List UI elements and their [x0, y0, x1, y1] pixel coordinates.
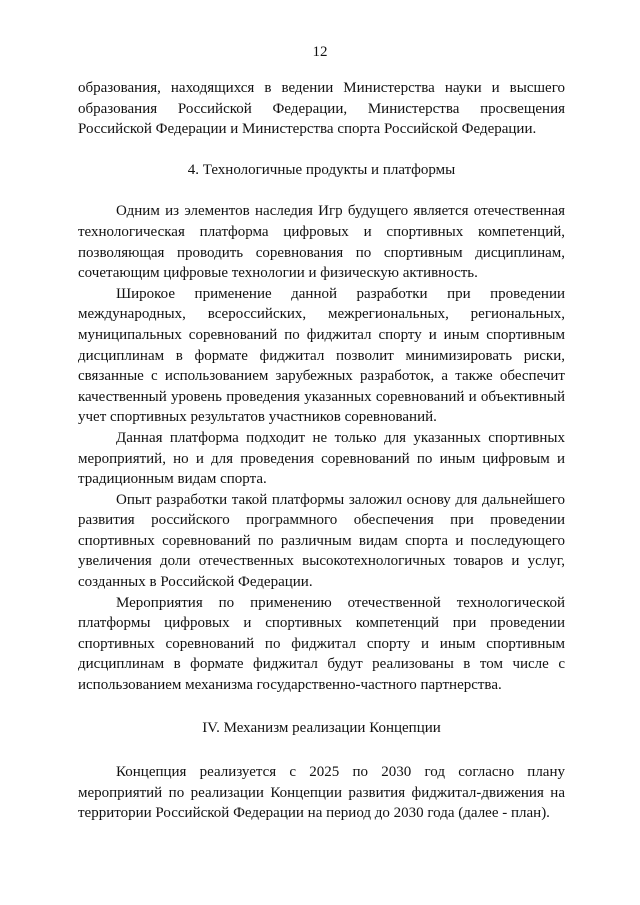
- section-4-paragraph-3: Данная платформа подходит не только для указанных спортивных мероприятий, но и для проведения соревнований по иным цифровым и традиционным видам спорта.: [78, 429, 565, 488]
- page-number: 12: [312, 44, 328, 60]
- section-4-heading: 4. Технологичные продукты и платформы: [187, 161, 456, 178]
- section-4-paragraph-1: Одним из элементов наследия Игр будущего является отечественная технологическая платформа цифровых и спортивных компетенций, позволяющая проводить соревнования по спортивным дисциплинам, сочетающим цифровые технологии и физическую активность.: [78, 203, 565, 282]
- section-4-paragraph-4: Опыт разработки такой платформы заложил основу для дальнейшего развития российского программного обеспечения при проведении спортивных соревнований по различным видам спорта и последующего увеличения доли отечественных высокотехнологичных товаров и услуг, созданных в Российской Федерации.: [78, 491, 565, 591]
- section-iv-paragraph-1: Концепция реализуется с 2025 по 2030 год согласно плану мероприятий по реализации Концепции развития фиджитал-движения на территории Российской Федерации на период до 2030 года (далее - план).: [78, 764, 565, 822]
- section-4-paragraph-2: Широкое применение данной разработки при проведении международных, всероссийских, межрегиональных, региональных, муниципальных соревнований по фиджитал спорту и иным спортивным дисциплинам в формате фиджитал позволит минимизировать риски, связанные с использованием зарубежных разработок, а также обеспечит качественный уровень проведения указанных соревнований и объективный учет спортивных результатов участников соревнований.: [78, 285, 565, 426]
- section-iv-heading: IV. Механизм реализации Концепции: [202, 719, 441, 736]
- section-4-paragraph-5: Мероприятия по применению отечественной технологической платформы цифровых и спортивных компетенций при проведении спортивных соревнований по фиджитал спорту и иным спортивным дисциплинам в формате фиджитал будут реализованы в том числе с использованием механизма государственно-частного партнерства.: [78, 594, 565, 694]
- intro-paragraph: образования, находящихся в ведении Министерства науки и высшего образования Российской Федерации, Министерства просвещения Российской Федерации и Министерства спорта Российской Федерации.: [78, 80, 565, 138]
- document-body: [78, 78, 565, 824]
